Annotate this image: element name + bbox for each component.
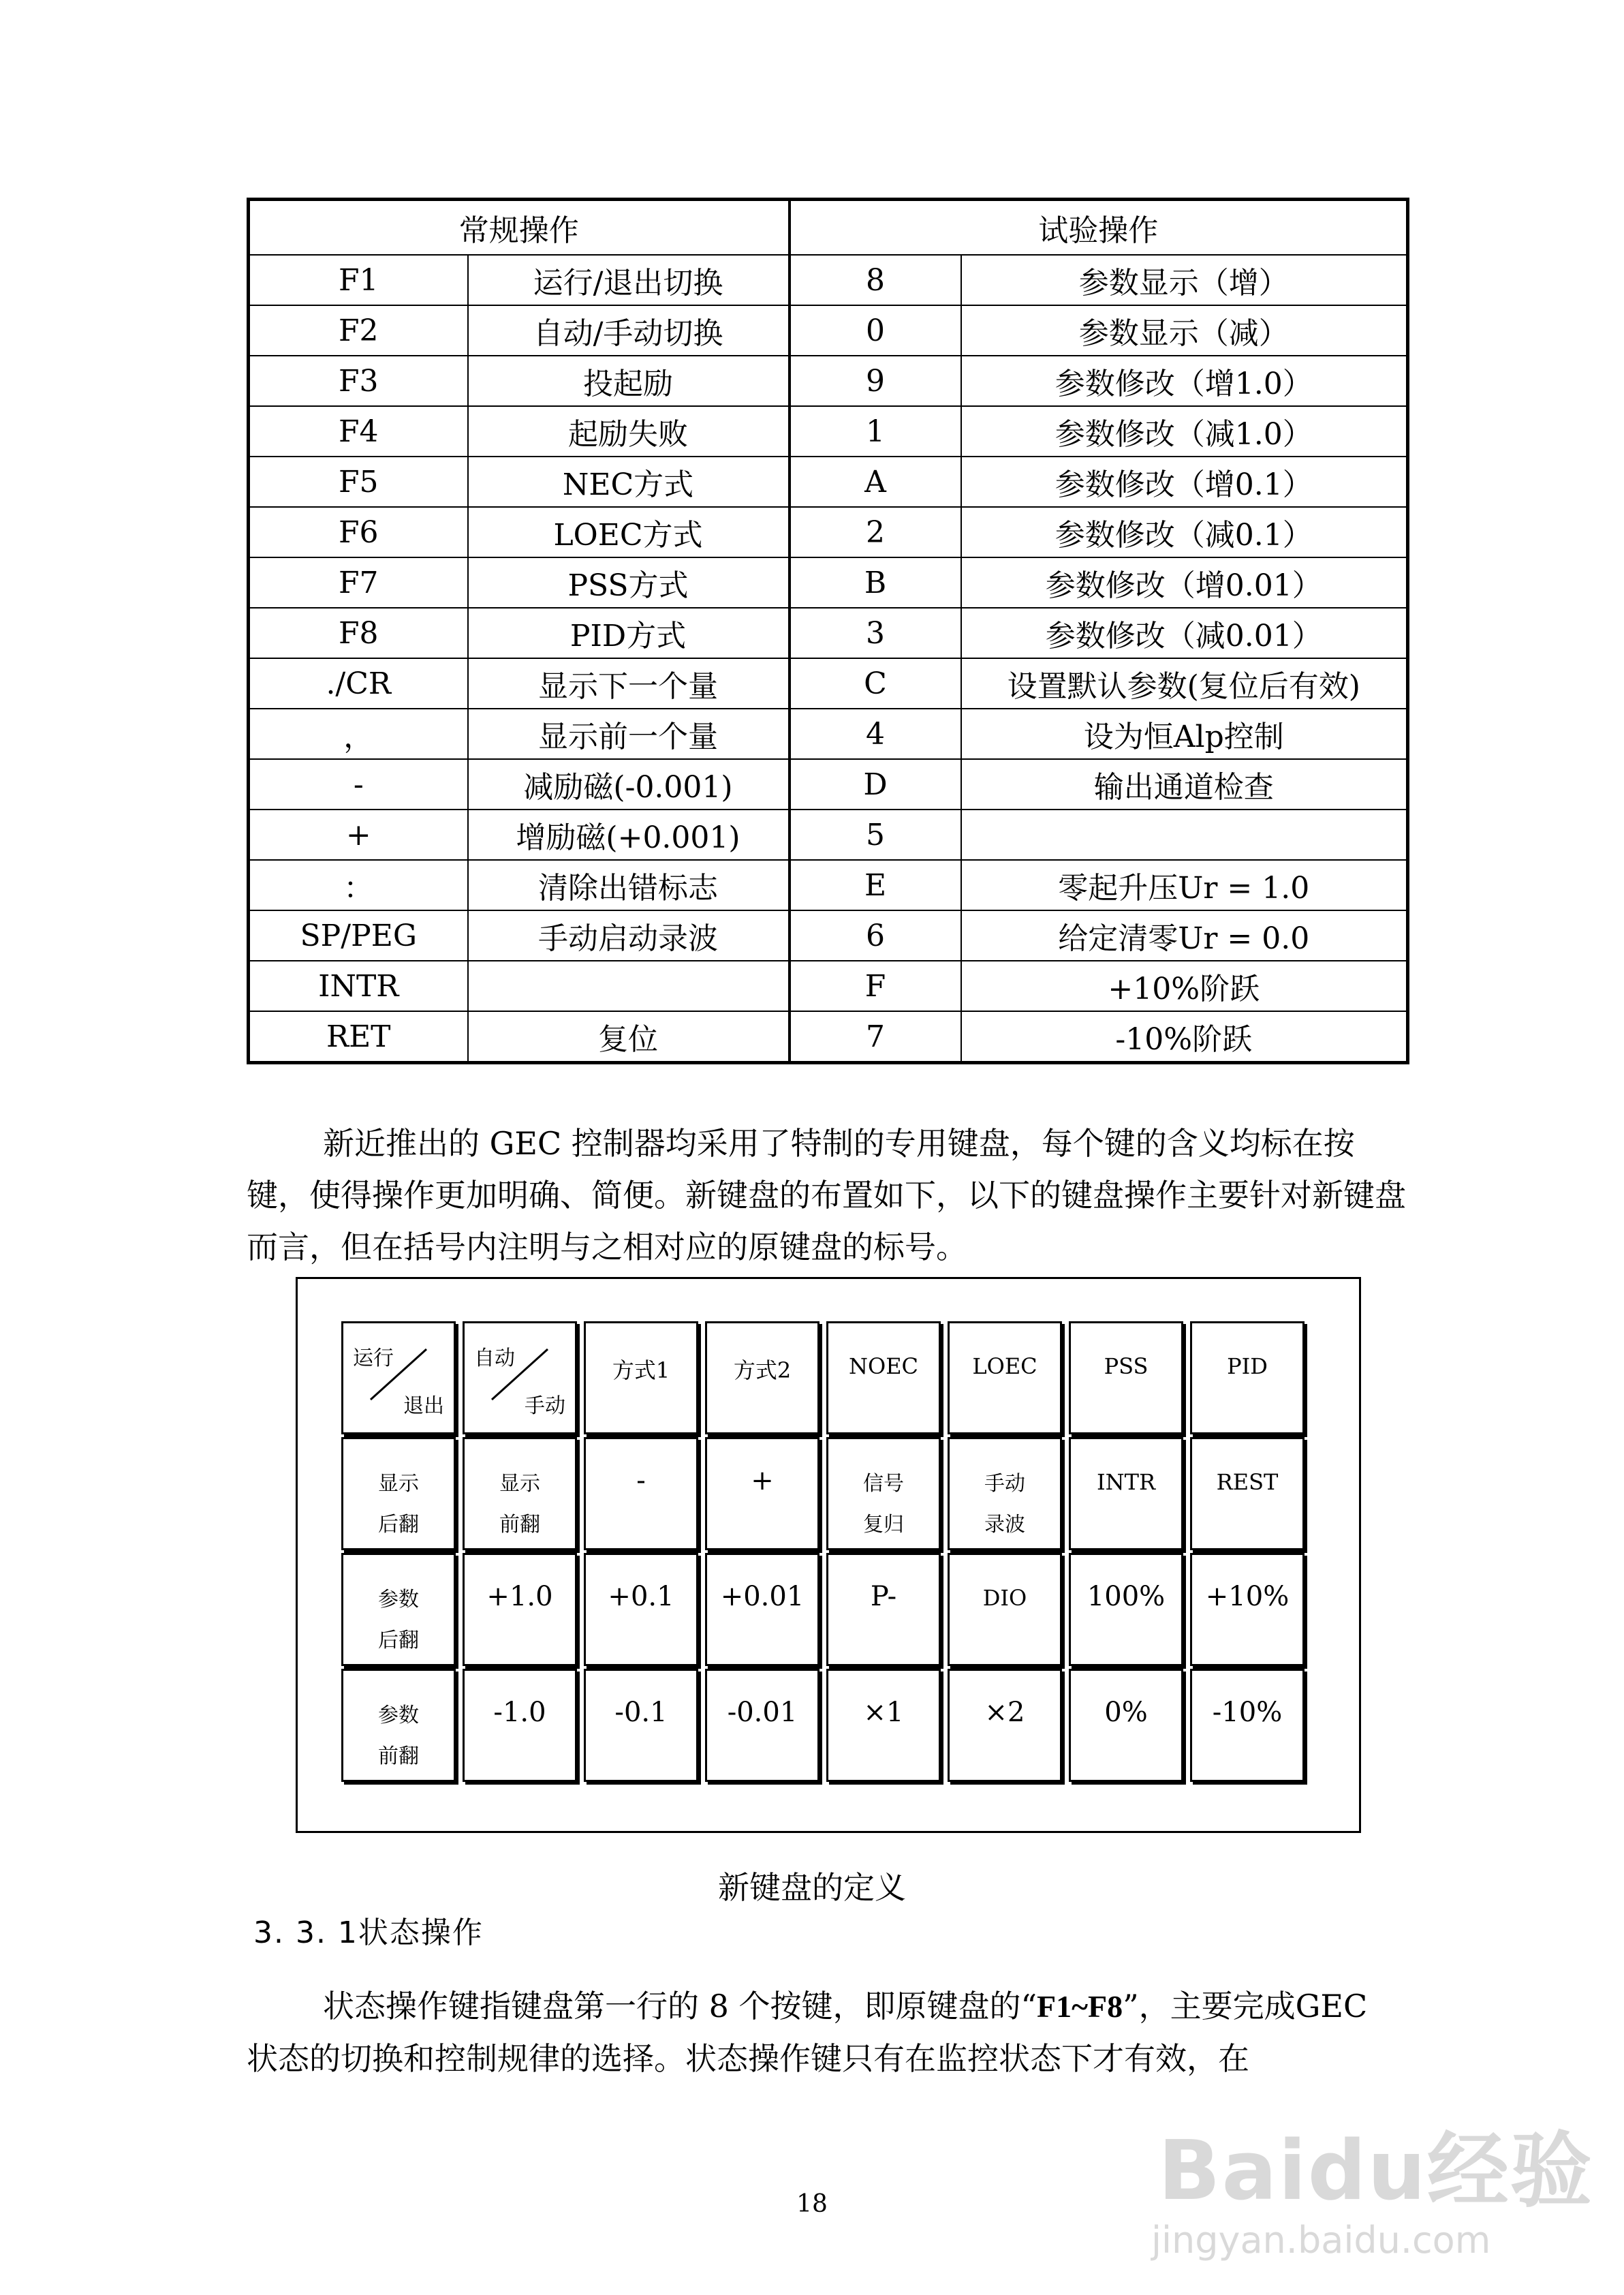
test-key-cell: C <box>790 658 961 709</box>
keyboard-key <box>948 1553 1062 1666</box>
key-label-bottom: 退出 <box>403 1394 444 1418</box>
desc-cell: PID方式 <box>468 608 790 658</box>
keyboard-key <box>1069 1553 1183 1666</box>
test-desc-cell: 给定清零Ur = 0.0 <box>961 910 1408 961</box>
test-desc-cell: -10%阶跃 <box>961 1011 1408 1063</box>
keyboard-caption: 新键盘的定义 <box>718 1869 906 1906</box>
keyboard-key <box>1190 1437 1305 1550</box>
key-label-line1: 参数 <box>378 1704 419 1727</box>
keyboard-key <box>1069 1321 1183 1434</box>
test-key-cell: 9 <box>790 356 961 406</box>
test-key-cell: 1 <box>790 406 961 457</box>
keyboard-key <box>463 1553 577 1666</box>
desc-cell: 自动/手动切换 <box>468 305 790 356</box>
keyboard-key <box>341 1553 456 1666</box>
key-cell: RET <box>249 1011 468 1063</box>
test-desc-cell: 参数修改（增1.0） <box>961 356 1408 406</box>
keyboard-key <box>584 1669 698 1782</box>
desc-cell: 增励磁(+0.001) <box>468 810 790 860</box>
table-row <box>249 305 1408 356</box>
key-label-top: 自动 <box>474 1346 515 1370</box>
table-row <box>249 356 1408 406</box>
keyboard-key <box>1190 1553 1305 1666</box>
key-cell: ， <box>249 709 468 759</box>
key-label: - <box>636 1465 646 1496</box>
key-label: +10% <box>1205 1581 1290 1612</box>
desc-cell: PSS方式 <box>468 557 790 608</box>
key-label-line1: 信号 <box>863 1472 904 1496</box>
key-cell: F4 <box>249 406 468 457</box>
header-normal-ops: 常规操作 <box>249 200 790 256</box>
desc-cell: LOEC方式 <box>468 507 790 557</box>
key-label: 0% <box>1104 1697 1148 1728</box>
keyboard-key <box>463 1321 577 1434</box>
test-key-cell: 5 <box>790 810 961 860</box>
test-desc-cell: 参数修改（减0.01） <box>961 608 1408 658</box>
key-label: PID <box>1227 1353 1268 1379</box>
table-row <box>249 406 1408 457</box>
test-key-cell: F <box>790 961 961 1011</box>
desc-cell: NEC方式 <box>468 457 790 507</box>
keyboard-key <box>1069 1669 1183 1782</box>
keyboard-key <box>826 1321 941 1434</box>
key-label: LOEC <box>972 1353 1037 1379</box>
paragraph2-text-b: ”，主要完成GEC 状态的切换和控制规律的选择。状态操作键只有在监控状态下才有效，在 <box>247 1988 1368 2077</box>
key-label-line2: 前翻 <box>499 1513 540 1537</box>
key-cell: ： <box>249 860 468 910</box>
table-row <box>249 709 1408 759</box>
desc-cell: 运行/退出切换 <box>468 255 790 305</box>
test-key-cell: 8 <box>790 255 961 305</box>
keyboard-key <box>705 1553 819 1666</box>
table-row <box>249 759 1408 810</box>
table-header-row <box>249 200 1408 256</box>
table-row <box>249 1011 1408 1063</box>
keyboard-key <box>1069 1437 1183 1550</box>
key-label-top: 运行 <box>353 1346 394 1370</box>
table-row <box>249 910 1408 961</box>
key-label: P- <box>870 1581 897 1612</box>
intro-paragraph: 新近推出的 GEC 控制器均采用了特制的专用键盘，每个键的含义均标在按键，使得操作更加明确、简便。新键盘的布置如下，以下的键盘操作主要针对新键盘而言，但在括号内注明与之相对应的原键盘的标号。 <box>247 1125 1406 1265</box>
keyboard-key <box>584 1553 698 1666</box>
keyboard-key <box>948 1437 1062 1550</box>
baidu-jingyan-watermark-logo: Baidu经验 <box>1158 2124 1593 2219</box>
key-cell: F2 <box>249 305 468 356</box>
key-label: 方式2 <box>733 1357 792 1383</box>
key-label: -10% <box>1212 1697 1283 1728</box>
table-body <box>249 255 1408 1063</box>
keyboard-key <box>584 1321 698 1434</box>
test-desc-cell: +10%阶跃 <box>961 961 1408 1011</box>
key-label-line1: 参数 <box>378 1588 419 1612</box>
key-cell: + <box>249 810 468 860</box>
test-key-cell: B <box>790 557 961 608</box>
key-cell: F7 <box>249 557 468 608</box>
key-label: +0.01 <box>720 1581 805 1612</box>
keyboard-diagram <box>296 1277 1361 1833</box>
key-label: -1.0 <box>493 1697 546 1728</box>
test-desc-cell: 参数显示（增） <box>961 255 1408 305</box>
test-desc-cell: 参数修改（减1.0） <box>961 406 1408 457</box>
test-desc-cell: 设为恒Alp控制 <box>961 709 1408 759</box>
table-row <box>249 860 1408 910</box>
keyboard-key <box>948 1669 1062 1782</box>
test-key-cell: 7 <box>790 1011 961 1063</box>
key-cell: F8 <box>249 608 468 658</box>
desc-cell: 手动启动录波 <box>468 910 790 961</box>
desc-cell: 显示前一个量 <box>468 709 790 759</box>
key-label-line1: 显示 <box>499 1472 540 1496</box>
key-label-line2: 前翻 <box>378 1744 419 1768</box>
keyboard-key <box>1190 1321 1305 1434</box>
desc-cell: 起励失败 <box>468 406 790 457</box>
key-label: ×2 <box>984 1697 1025 1728</box>
paragraph2-bold-keys: F1~F8 <box>1037 1989 1123 2024</box>
test-desc-cell <box>961 810 1408 860</box>
table-row <box>249 557 1408 608</box>
test-desc-cell: 零起升压Ur = 1.0 <box>961 860 1408 910</box>
test-desc-cell: 参数修改（增0.01） <box>961 557 1408 608</box>
key-cell: F6 <box>249 507 468 557</box>
test-desc-cell: 参数修改（减0.1） <box>961 507 1408 557</box>
keyboard-key <box>584 1437 698 1550</box>
key-label: + <box>751 1465 774 1496</box>
key-cell: F5 <box>249 457 468 507</box>
keyboard-key <box>826 1553 941 1666</box>
desc-cell: 复位 <box>468 1011 790 1063</box>
keyboard-key <box>1190 1669 1305 1782</box>
keyboard-key <box>341 1321 456 1434</box>
key-cell: SP/PEG <box>249 910 468 961</box>
desc-cell: 减励磁(-0.001) <box>468 759 790 810</box>
test-key-cell: A <box>790 457 961 507</box>
test-key-cell: 0 <box>790 305 961 356</box>
test-key-cell: 4 <box>790 709 961 759</box>
test-desc-cell: 输出通道检查 <box>961 759 1408 810</box>
key-label-line1: 显示 <box>378 1472 419 1496</box>
key-label: REST <box>1216 1469 1279 1495</box>
table-row <box>249 608 1408 658</box>
desc-cell: 清除出错标志 <box>468 860 790 910</box>
table-row <box>249 507 1408 557</box>
key-label: -0.1 <box>614 1697 668 1728</box>
keyboard-key <box>341 1437 456 1550</box>
key-label: ×1 <box>863 1697 904 1728</box>
key-label: +1.0 <box>486 1581 553 1612</box>
key-label-line2: 后翻 <box>378 1629 419 1652</box>
keyboard-key <box>826 1669 941 1782</box>
paragraph2-text-a: 状态操作键指键盘第一行的 8 个按键，即原键盘的“ <box>323 1988 1037 2024</box>
page-number: 18 <box>796 2190 828 2218</box>
key-cell: ./CR <box>249 658 468 709</box>
desc-cell: 投起励 <box>468 356 790 406</box>
table-row <box>249 658 1408 709</box>
keyboard-key <box>705 1669 819 1782</box>
keyboard-key <box>341 1669 456 1782</box>
operation-table <box>247 198 1409 1064</box>
baidu-jingyan-watermark-url: jingyan.baidu.com <box>1151 2219 1491 2262</box>
key-label-line1: 手动 <box>984 1472 1025 1496</box>
test-desc-cell: 设置默认参数(复位后有效) <box>961 658 1408 709</box>
desc-cell: 显示下一个量 <box>468 658 790 709</box>
key-label: NOEC <box>848 1353 919 1379</box>
keyboard-key <box>463 1669 577 1782</box>
test-key-cell: 2 <box>790 507 961 557</box>
table-row <box>249 810 1408 860</box>
key-label: +0.1 <box>608 1581 674 1612</box>
key-cell: - <box>249 759 468 810</box>
table-row <box>249 961 1408 1011</box>
test-desc-cell: 参数显示（减） <box>961 305 1408 356</box>
key-label-line2: 录波 <box>984 1513 1025 1537</box>
key-label-line2: 复归 <box>863 1513 904 1537</box>
key-label: 100% <box>1087 1581 1166 1612</box>
test-key-cell: 6 <box>790 910 961 961</box>
key-label-bottom: 手动 <box>525 1394 565 1418</box>
keyboard-key <box>705 1437 819 1550</box>
header-test-ops: 试验操作 <box>790 200 1408 256</box>
test-desc-cell: 参数修改（增0.1） <box>961 457 1408 507</box>
keyboard-key <box>705 1321 819 1434</box>
section-title: 3. 3. 1状态操作 <box>253 1915 484 1950</box>
key-label-line2: 后翻 <box>378 1513 419 1537</box>
key-label: PSS <box>1104 1353 1149 1379</box>
key-label: DIO <box>982 1585 1027 1611</box>
key-cell: F3 <box>249 356 468 406</box>
key-label: INTR <box>1096 1469 1156 1495</box>
keyboard-key <box>948 1321 1062 1434</box>
status-ops-paragraph <box>247 1980 1406 2084</box>
key-cell: INTR <box>249 961 468 1011</box>
test-key-cell: E <box>790 860 961 910</box>
table-row <box>249 457 1408 507</box>
test-key-cell: 3 <box>790 608 961 658</box>
desc-cell <box>468 961 790 1011</box>
table-row <box>249 255 1408 305</box>
key-label: -0.01 <box>727 1697 798 1728</box>
key-cell: F1 <box>249 255 468 305</box>
key-label: 方式1 <box>612 1357 670 1383</box>
keyboard-key <box>463 1437 577 1550</box>
keyboard-key <box>826 1437 941 1550</box>
test-key-cell: D <box>790 759 961 810</box>
